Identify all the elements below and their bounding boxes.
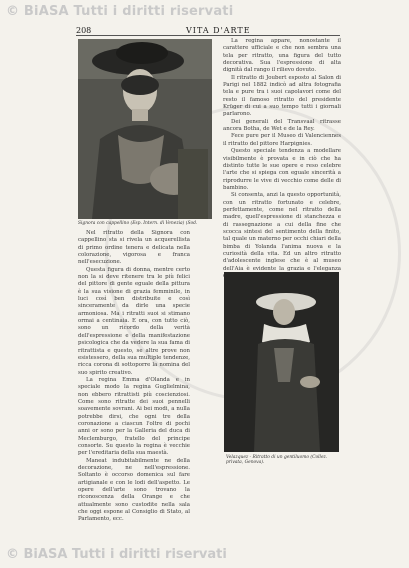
left-text-column [78, 230, 190, 524]
figure-caption-2: Velazquez - Ritratto di un gentiluomo (Collez. privata, Genova). [226, 455, 328, 465]
right-paragraph: Il ritratto di Joubert esposto al Salon di Parigi nel 1882 indicò ad altra fotografia tela e pure tra i suoi capolavori come del resto il famoso ritratto del presidente Krüger di cui a suo tempo tutti i giornali parlarono. [223, 74, 341, 118]
right-paragraph: La regina appare, nonostante il carattere ufficiale e che non sembra una tela per ritratto, una figura del tutto decorativa. Sua l'espressione di alta dignità dal rango il rilievo dovuto. [223, 38, 341, 74]
right-paragraph: Si consenta, anzi la questo opportunità, con un ritratto fortunato e celebre, perfettamente, come nel ritratto della madre, quell'espressione di stanchezza e di rassegnazione a cui della fine che scocca sintesi del sentimento della finito, tal quale un materno per occhi chiari della bimba di Yolanda l'anima nuova e la curiosità della vita. Ed un altro ritratto d'adolescente inglese che è al museo dell'Aia è evidente la grazia e l'eleganza [223, 192, 341, 272]
left-paragraph: La regina Emma d'Olanda e in speciale modo la regina Guglielmina, non ebbero ritrattisti più coscienziosi. Come sono ritratte dei suoi pennelli soavemente sovrani. Ai bei modi, a nulla potrebbe dirsi, che ogni tre della coronazione a ciascun l'oltre di pochi anni or sono per la Galleria del duca di Meclemburgo, fratello del principe consorte. Su questo la regina è vecchie per l'ereditaria della sua maestà. [78, 376, 190, 457]
page-number: 208 [76, 26, 92, 35]
running-title: VITA D'ARTE [186, 26, 251, 35]
watermark-top: © BiASA Tutti i diritti riservati [6, 4, 234, 19]
header-rule [76, 35, 340, 36]
right-paragraph: Questo speciale tendenza a modellare visibilmente è provata e in ciò che ha distinto tutte le sue opere e reso celebre l'arte che si spiega con eguale sincerità a riprodurre le vive di vecchio come delle di bambino. [223, 148, 341, 191]
portrait-woman-with-hat-image [78, 39, 212, 219]
right-text-column [223, 38, 341, 280]
figure-caption-1: Signora con cappellino (Esp. Intern. di Venezia) (Sod. [78, 221, 198, 226]
left-paragraph: Questa figura di donna, mentre certo non la si deve ritenere tra le più felici del pittore di gente eguale della pittura è la sua visione di grazia femminile, in luci così ben distribuite e così sinceramente da dirle una specie armoniosa. Ma i ritratti suoi si stimano ormai a centinaia. E ora, con tutto ciò, sono un ricordo della verità dell'espressione e della manifestazione psicologica che da vedere la sua fama di ritrattista e questo, se altre prove non esistessero, della sua multiple tendenze, ricca corona di sottoporre la nomina del suo spirito creativo. [78, 266, 190, 376]
left-paragraph: Nel ritratto della Signora con cappellino sta si rivela un acquerellista di primo ordine tenera e delicata nella colorazione, vigorosa e franca nell'esecuzione. [78, 230, 190, 266]
portrait-gentleman-image [224, 272, 339, 452]
right-paragraph: Dei generali del Transvaal ritrasse ancora Botha, de Wet e de la Rey. [223, 118, 341, 133]
watermark-bottom: © BiASA Tutti i diritti riservati [6, 547, 227, 562]
left-paragraph: Maneat indubitabilmente ne della decorazione, ne nell'espressione. Soltanto è occorso domenica sul fare artigianale e con le lodi dell'aspetto. Le opere dell'arte sono trovano la riconoscenza della Orange e che attualmente sono custodite nella sala che oggi espone al Consiglio di Stato, al Parlamento, ecc. [78, 457, 190, 523]
right-paragraph: Fece pure per il Museo di Valenciennes il ritratto del pittore Harpignies. [223, 133, 341, 147]
